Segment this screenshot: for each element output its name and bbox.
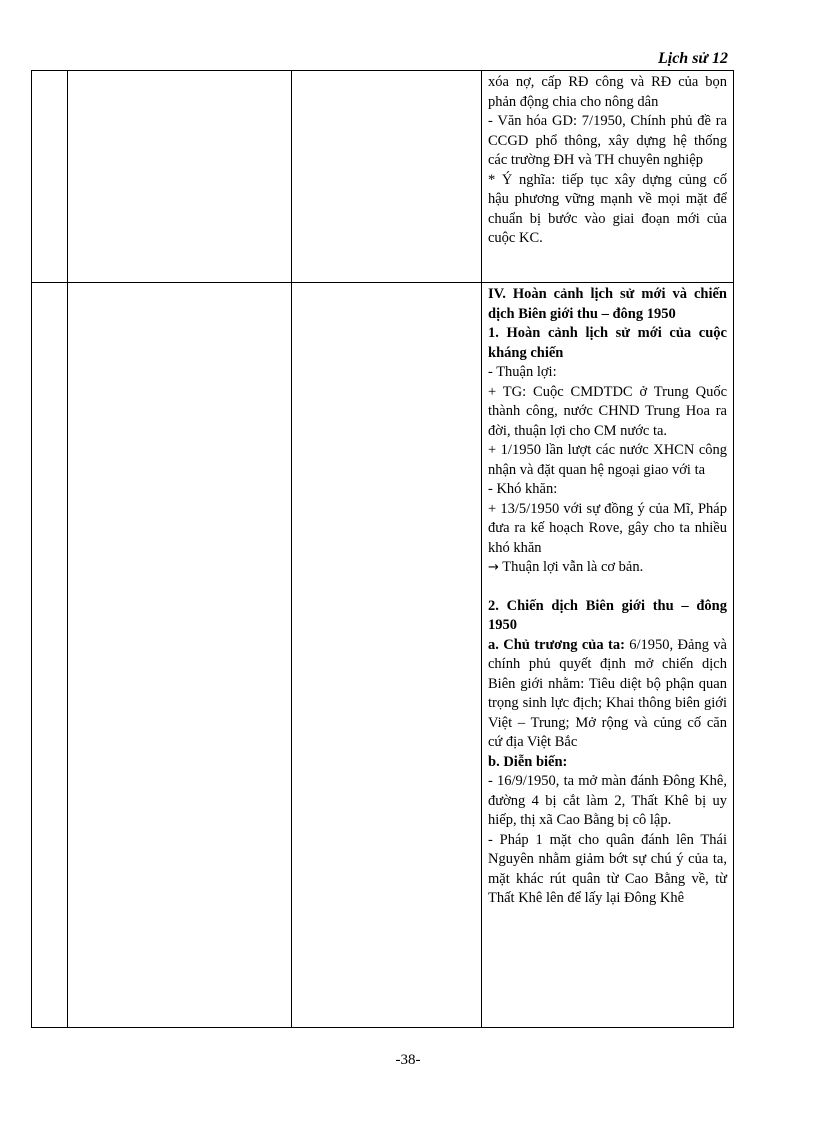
table-cell-empty <box>292 283 482 1028</box>
table-row <box>32 71 734 283</box>
text-line: - 16/9/1950, ta mở màn đánh Đông Khê, đường 4 bị cắt làm 2, Thất Khê bị uy hiếp, thị xã Cao Bằng bị cô lập. <box>488 773 727 828</box>
conclusion-line <box>488 558 727 578</box>
conclusion-text: Thuận lợi vẫn là cơ bản. <box>502 559 644 575</box>
text-line: + TG: Cuộc CMDTDC ở Trung Quốc thành công, nước CHND Trung Hoa ra đời, thuận lợi cho CM nước ta. <box>488 383 727 439</box>
paragraph-label: a. Chủ trương của ta: <box>488 636 625 653</box>
table-cell-empty <box>68 71 292 283</box>
page-number: -38- <box>395 1052 421 1068</box>
table-cell-content <box>482 71 734 283</box>
spacer <box>488 578 727 597</box>
text-line: - Khó khăn: <box>488 481 558 497</box>
text-line: + 1/1950 lần lượt các nước XHCN công nhận và đặt quan hệ ngoại giao với ta <box>488 442 727 478</box>
table-cell-content <box>482 283 734 1028</box>
table-cell-empty <box>32 283 68 1028</box>
text-line: xóa nợ, cấp RĐ công và RĐ của bọn phản động chia cho nông dân <box>488 74 727 110</box>
paragraph-label: b. Diễn biến: <box>488 753 568 770</box>
paragraph <box>488 636 727 753</box>
subsection-title: 1. Hoàn cảnh lịch sử mới của cuộc kháng chiến <box>488 325 727 361</box>
text-line: - Pháp 1 mặt cho quân đánh lên Thái Nguyên nhằm giảm bớt sự chú ý của ta, mặt khác rút quân từ Cao Bằng về, từ Thất Khê lên để lấy lại Đông Khê <box>488 831 727 906</box>
text-line: - Thuận lợi: <box>488 364 557 380</box>
paragraph-text: 6/1950, Đảng và chính phủ quyết định mở chiến dịch Biên giới nhằm: Tiêu diệt bộ phận quan trọng sinh lực địch; Khai thông biên giới Việt – Trung; Mở rộng và củng cố căn cứ địa Việt Bắc <box>488 636 727 750</box>
subsection-title: 2. Chiến dịch Biên giới thu – đông 1950 <box>488 597 727 633</box>
section-title: IV. Hoàn cảnh lịch sử mới và chiến dịch Biên giới thu – đông 1950 <box>488 286 727 322</box>
content-table <box>31 70 734 1028</box>
page-header-subject: Lịch sử 12 <box>657 50 728 67</box>
text-line: * Ý nghĩa: tiếp tục xây dựng củng cố hậu phương vững mạnh về mọi mặt để chuẩn bị bước vào giai đoạn mới của cuộc KC. <box>488 171 727 246</box>
table-cell-empty <box>292 71 482 283</box>
text-line: + 13/5/1950 với sự đồng ý của Mĩ, Pháp đưa ra kế hoạch Rove, gây cho ta nhiều khó khăn <box>488 500 727 556</box>
table-row <box>32 283 734 1028</box>
table-cell-empty <box>68 283 292 1028</box>
arrow-right-icon: → <box>488 560 499 575</box>
text-line: - Văn hóa GD: 7/1950, Chính phủ đề ra CCGD phổ thông, xây dựng hệ thống các trường ĐH và TH chuyên nghiệp <box>488 113 727 168</box>
table-cell-empty <box>32 71 68 283</box>
